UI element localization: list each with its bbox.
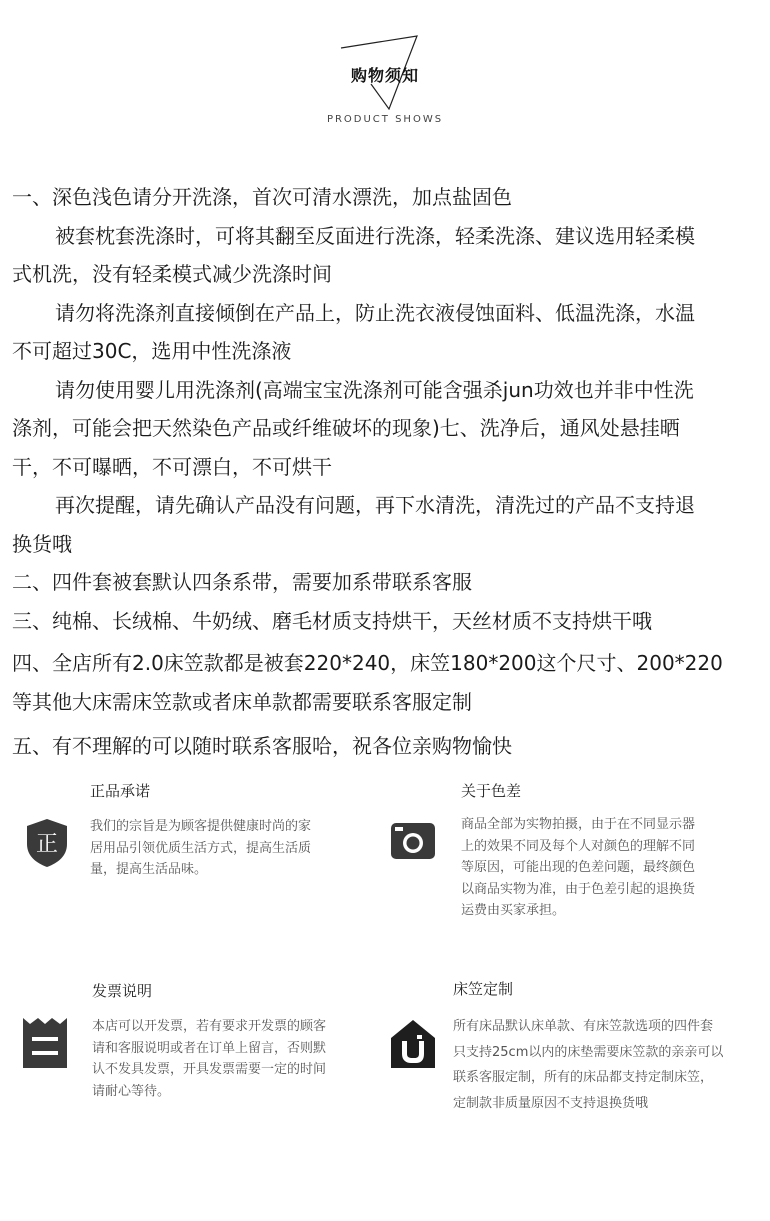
card-text-line: 居用品引领优质生活方式，提高生活质 (90, 840, 312, 856)
card-text-line: 运费由买家承担。 (461, 903, 566, 918)
card-text (92, 1016, 326, 1102)
card-text-line: 本店可以开发票，若有要求开发票的顾客 (92, 1019, 327, 1034)
page-header (0, 0, 770, 140)
card-title: 发票说明 (92, 982, 153, 1000)
card-text-line: 量，提高生活品味。 (90, 862, 208, 877)
card-title: 正品承诺 (90, 782, 151, 800)
card-text-line: 认不发具发票，开具发票需要一定的时间 (92, 1062, 327, 1077)
rule-line: 等其他大床需床笠款或者床单款都需要联系客服定制 (12, 689, 472, 714)
rule-line: 二、四件套被套默认四条系带，需要加系带联系客服 (12, 570, 472, 594)
card-text (461, 814, 695, 922)
page-title: 购物须知 (350, 66, 419, 85)
svg-text:正: 正 (35, 832, 59, 857)
rule-line: 五、有不理解的可以随时联系客服哈，祝各位亲购物愉快 (12, 734, 512, 758)
shopping-rules (12, 178, 768, 766)
rule-line: 一、深色浅色请分开洗涤，首次可清水漂洗，加点盐固色 (12, 185, 512, 209)
invoice-icon (23, 1018, 67, 1068)
rule-line: 三、纯棉、长绒棉、牛奶绒、磨毛材质支持烘干，天丝材质不支持烘干哦 (12, 608, 652, 633)
rule-line: 不可超过30C，选用中性洗涤液 (12, 339, 292, 363)
card-text-line: 只支持25cm以内的床垫需要床笠款的亲亲可以 (453, 1044, 724, 1060)
rule-line: 再次提醒，请先确认产品没有问题，再下水清洗，清洗过的产品不支持退 (55, 493, 695, 517)
rule-line: 干，不可曝晒，不可漂白，不可烘干 (12, 454, 332, 479)
house-icon (389, 1018, 437, 1070)
card-text-line: 请和客服说明或者在订单上留言，否则默 (92, 1040, 327, 1056)
card-text-line: 以商品实物为准，由于色差引起的退换货 (461, 881, 696, 897)
card-text-line: 等原因，可能出现的色差问题，最终颜色 (461, 860, 696, 875)
rule-line: 被套枕套洗涤时，可将其翻至反面进行洗涤，轻柔洗涤、建议选用轻柔模 (55, 223, 695, 248)
card-title: 关于色差 (461, 782, 522, 800)
rule-line: 请勿将洗涤剂直接倾倒在产品上，防止洗衣液侵蚀面料、低温洗涤，水温 (55, 300, 695, 325)
card-text-line: 联系客服定制，所有的床品都支持定制床笠， (453, 1070, 714, 1085)
card-text-line: 请耐心等待。 (92, 1083, 171, 1099)
rule-line: 涤剂，可能会把天然染色产品或纤维破坏的现象)七、洗净后，通风处悬挂晒 (12, 416, 680, 440)
rule-line: 换货哦 (12, 531, 72, 556)
card-text-line: 上的效果不同及每个人对颜色的理解不同 (461, 838, 696, 854)
rule-line: 式机洗，没有轻柔模式减少洗涤时间 (12, 262, 332, 286)
camera-icon (389, 819, 437, 861)
card-text-line: 我们的宗旨是为顾客提供健康时尚的家 (90, 819, 312, 834)
card-text-line: 商品全部为实物拍摄，由于在不同显示器 (461, 817, 696, 832)
card-text (90, 816, 311, 881)
rule-line: 四、全店所有2.0床笠款都是被套220*240，床笠180*200这个尺寸、200*220 (12, 651, 723, 675)
card-text (453, 1014, 723, 1116)
rule-line: 请勿使用婴儿用洗涤剂(高端宝宝洗涤剂可能含强杀jun功效也并非中性洗 (55, 377, 694, 402)
card-text-line: 所有床品默认床单款、有床笠款选项的四件套 (453, 1019, 714, 1034)
page-subtitle: PRODUCT SHOWS (326, 114, 444, 125)
card-title: 床笠定制 (453, 980, 514, 998)
card-text-line: 定制款非质量原因不支持退换货哦 (453, 1095, 649, 1111)
genuine-shield-icon (24, 817, 70, 869)
